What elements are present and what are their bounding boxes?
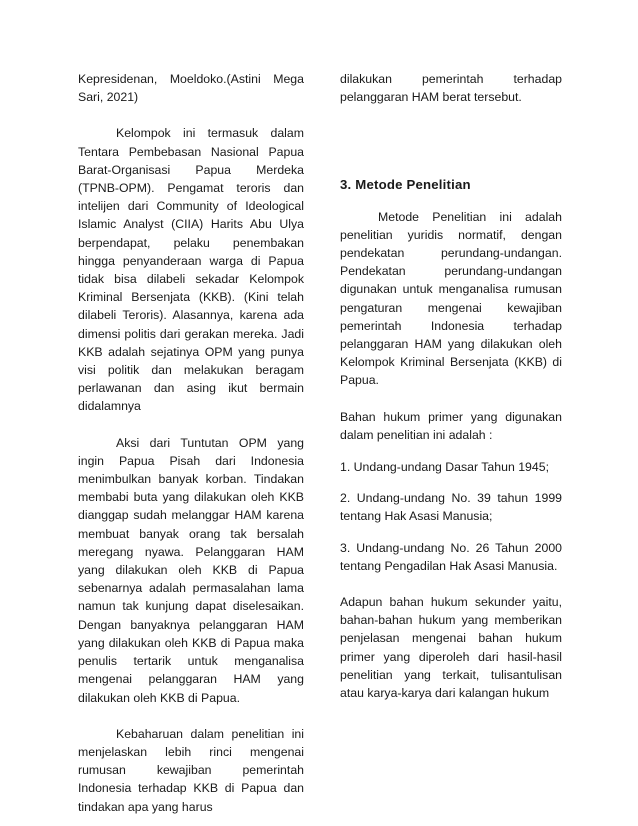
list-item-uu-26-2000: 3. Undang-undang No. 26 Tahun 2000 tentang Pengadilan Hak Asasi Manusia. <box>340 540 562 573</box>
section-heading-metode: 3. Metode Penelitian <box>340 177 471 193</box>
list-item-uu-39-1999: 2. Undang-undang No. 39 tahun 1999 tentang Hak Asasi Manusia; <box>340 491 562 524</box>
paragraph-opm-group: Kelompok ini termasuk dalam Tentara Pembebasan Nasional Papua Barat-Organisasi Papua Merdeka (TPNB-OPM). Pengamat teroris dan intelijen dari Community of Ideological Islamic Analyst (CIIA) Harits Abu Ulya berpendapat, pelaku penembakan hingga penyanderaan warga di Papua tidak bisa dilabeli sekadar Kelompok Kriminal Bersenjata (KKB). (Kini telah dilabeli Teroris). Alasannya, karena ada dimensi politis dari gerakan mereka. Jadi KKB adalah sejatinya OPM yang punya visi politik dan melakukan beragam perlawanan dan asing ikut bermain didalamnya <box>78 126 304 414</box>
paragraph-continuation: dilakukan pemerintah terhadap pelanggaran HAM berat tersebut. <box>340 72 562 105</box>
paragraph-novelty: Kebaharuan dalam penelitian ini menjelaskan lebih rinci mengenai rumusan kewajiban pemerintah Indonesia terhadap KKB di Papua dan tindakan apa yang harus <box>78 726 304 814</box>
paragraph-primary-sources-intro: Bahan hukum primer yang digunakan dalam penelitian ini adalah : <box>340 409 562 442</box>
paragraph-method: Metode Penelitian ini adalah penelitian yuridis normatif, dengan pendekatan perundang-undangan. Pendekatan perundang-undangan digunakan untuk menganalisa rumusan pengaturan mengenai kewajiban pemerintah Indonesia terhadap pelanggaran HAM yang dilakukan oleh Kelompok Kriminal Bersenjata (KKB) di Papua. <box>340 209 562 388</box>
left-column <box>78 70 304 816</box>
list-item-uud-1945: 1. Undang-undang Dasar Tahun 1945; <box>340 460 549 475</box>
paragraph-citation: Kepresidenan, Moeldoko.(Astini Mega Sari, 2021) <box>78 72 304 105</box>
paragraph-human-rights-violations: Aksi dari Tuntutan OPM yang ingin Papua Pisah dari Indonesia menimbulkan banyak korban. Tindakan membabi buta yang dilakukan oleh KKB dianggap sudah melanggar HAM karena membuat banyak orang tak bersalah meregang nyawa. Pelanggaran HAM yang dilakukan oleh KKB di Papua sebenarnya adalah permasalahan lama namun tak kunjung dapat diselesaikan. Dengan banyaknya pelanggaran HAM yang dilakukan oleh KKB di Papua maka penulis tertarik untuk menganalisa mengenai pelanggaran HAM yang dilakukan oleh KKB di Papua. <box>78 435 304 705</box>
paragraph-secondary-sources: Adapun bahan hukum sekunder yaitu, bahan-bahan hukum yang memberikan penjelasan mengenai bahan hukum primer yang diperoleh dari hasil-hasil penelitian yang terkait, tulisantulisan atau karya-karya dari kalangan hukum <box>340 595 562 701</box>
right-column <box>340 70 562 702</box>
